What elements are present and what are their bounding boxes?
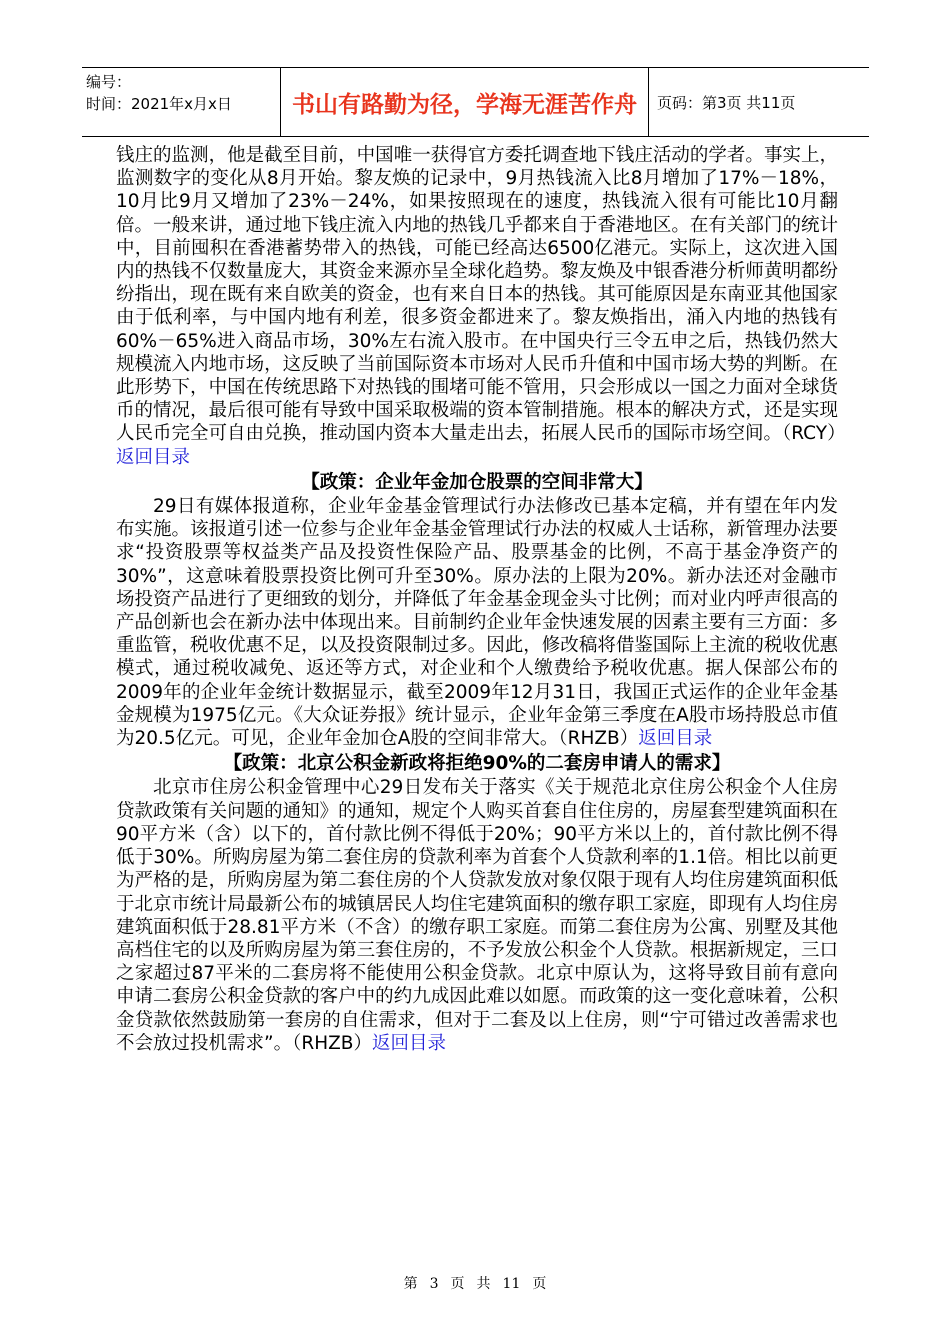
paragraph-housing-fund: 北京市住房公积金管理中心29日发布关于落实《关于规范北京住房公积金个人住房贷款政策有关问题的通知》的通知，规定个人购买首套自住住房的，房屋套型建筑面积在90平方米（含）以下的，首付款比例不得低于20%；90平方米以上的，首付款比例不得低于30%。所购房屋为第二套住房的贷款利率为首套个人贷款利率的1.1倍。相比以前更为严格的是，所购房屋为第二套住房的个人贷款发放对象仅限于现有人均住房建筑面积低于北京市统计局最新公布的城镇居民人均住宅建筑面积的缴存职工家庭，即现有人均住房建筑面积低于28.81平方米（不含）的缴存职工家庭。而第二套住房为公寓、别墅及其他高档住宅的以及所购房屋为第三套住房的，不予发放公积金个人贷款。根据新规定，三口之家超过87平米的二套房将不能使用公积金贷款。北京中原认为，这将导致目前有意向申请二套房公积金贷款的客户中的约九成因此难以如愿。而政策的这一变化意味着，公积金贷款依然鼓励第一套房的自住需求，但对于二套及以上住房，则“宁可错过改善需求也不会放过投机需求”。（RHZB）返回目录 [116, 777, 838, 1054]
back-to-toc-link[interactable]: 返回目录 [116, 446, 191, 468]
page-footer: 第 3 页 共 11 页 [403, 1276, 547, 1292]
back-to-toc-link[interactable]: 返回目录 [371, 1032, 446, 1054]
total-page-count: 11 [502, 1276, 521, 1292]
page-header [82, 67, 869, 137]
header-motto: 书山有路勤为径，学海无涯苦作舟 [281, 68, 649, 136]
header-page-info: 页码：第3页 共11页 [657, 93, 796, 112]
section-title-enterprise-annuity: 【政策：企业年金加仓股票的空间非常大】 [301, 471, 653, 493]
paragraph-enterprise-annuity: 29日有媒体报道称，企业年金基金管理试行办法修改已基本定稿，并有望在年内发布实施。该报道引述一位参与企业年金基金管理试行办法的权威人士话称，新管理办法要求“投资股票等权益类产品及投资性保险产品、股票基金的比例，不高于基金净资产的30%”，这意味着股票投资比例可升至30%。原办法的上限为20%。新办法还对金融市场投资产品进行了更细致的划分，并降低了年金基金现金头寸比例；而对业内呼声很高的产品创新也会在新办法中体现出来。目前制约企业年金快速发展的因素主要有三方面：多重监管，税收优惠不足，以及投资限制过多。因此，修改稿将借鉴国际上主流的税收优惠模式，通过税收减免、返还等方式，对企业和个人缴费给予税收优惠。据人保部公布的2009年的企业年金统计数据显示，截至2009年12月31日，我国正式运作的企业年金基金规模为1975亿元。《大众证券报》统计显示，企业年金第三季度在A股市场持股总市值为20.5亿元。可见，企业年金加仓A股的空间非常大。（RHZB）返回目录 [116, 496, 838, 750]
document-number-label: 编号： [86, 73, 132, 91]
document-date: 时间：2021年x月x日 [86, 95, 232, 113]
paragraph-hot-money: 钱庄的监测，他是截至目前，中国唯一获得官方委托调查地下钱庄活动的学者。事实上，监测数字的变化从8月开始。黎友焕的记录中，9月热钱流入比8月增加了17%－18%，10月比9月又增加了23%－24%，如果按照现在的速度，热钱流入很有可能比10月翻倍。一般来讲，通过地下钱庄流入内地的热钱几乎都来自于香港地区。在有关部门的统计中，目前囤积在香港蓄势带入的热钱，可能已经高达6500亿港元。实际上，这次进入国内的热钱不仅数量庞大，其资金来源亦呈全球化趋势。黎友焕及中银香港分析师黄明都纷纷指出，现在既有来自欧美的资金，也有来自日本的热钱。其可能原因是东南亚其他国家由于低利率，与中国内地有利差，很多资金都进来了。黎友焕指出，涌入内地的热钱有60%－65%进入商品市场，30%左右流入股市。在中国央行三令五申之后，热钱仍然大规模流入内地市场，这反映了当前国际资本市场对人民币升值和中国市场大势的判断。在此形势下，中国在传统思路下对热钱的围堵可能不管用，只会形成以一国之力面对全球货币的情况，最后很可能有导致中国采取极端的资本管制措施。根本的解决方式，还是实现人民币完全可自由兑换，推动国内资本大量走出去，拓展人民币的国际市场空间。（RCY）返回目录 [116, 145, 846, 468]
header-meta [82, 68, 281, 136]
back-to-toc-link[interactable]: 返回目录 [638, 728, 713, 750]
section-title-housing-fund: 【政策：北京公积金新政将拒绝90%的二套房申请人的需求】 [223, 753, 731, 775]
current-page-number: 3 [429, 1276, 439, 1292]
document-body [116, 144, 846, 1055]
